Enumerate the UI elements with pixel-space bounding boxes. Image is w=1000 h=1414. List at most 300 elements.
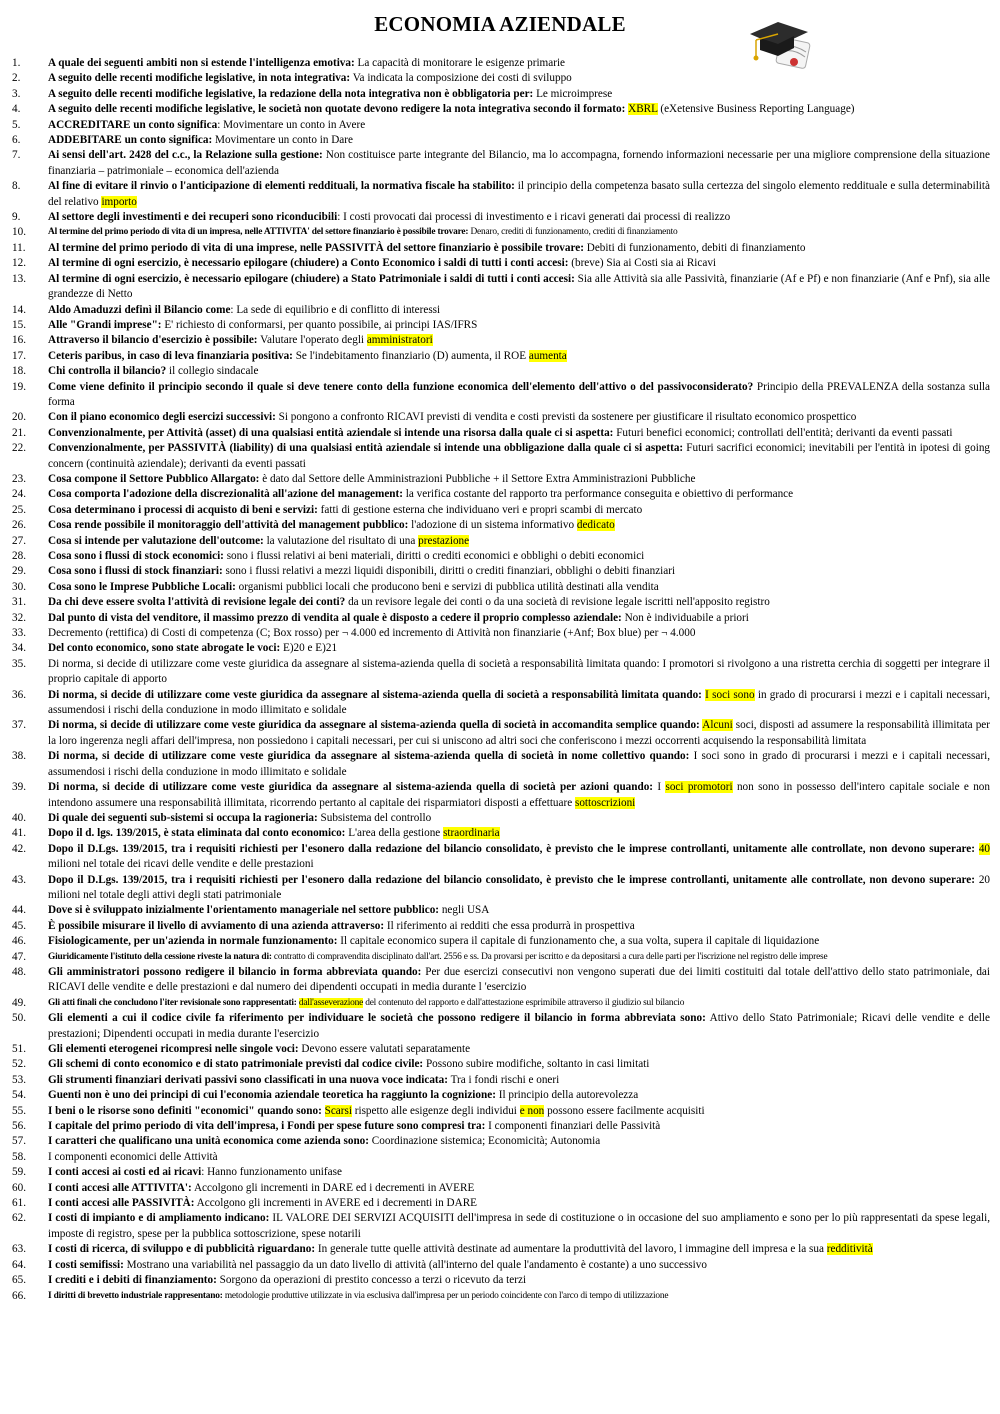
item-answer: (breve) Sia ai Costi sia ai Ricavi bbox=[568, 257, 717, 270]
list-item bbox=[12, 410, 990, 425]
item-highlight: Scarsi bbox=[324, 1104, 352, 1117]
item-question: Cosa sono le Imprese Pubbliche Locali: bbox=[48, 580, 236, 593]
item-answer: Si pongono a confronto RICAVI previsti di vendita e costi previsti da sostenere per giustificare il risultato economico prospettico bbox=[275, 411, 857, 424]
item-answer: non sono in possesso dell'intero capitale sociale e non intendono assumere una responsabilità illimitata, ricorrendo pertanto al capitale dei risparmiatori disposti a effettuare bbox=[48, 781, 990, 809]
item-answer: E' richiesto di conformarsi, per quanto possibile, ai principi IAS/IFRS bbox=[161, 318, 478, 331]
item-question: Gli elementi eterogenei ricompresi nelle singole voci: bbox=[48, 1043, 299, 1055]
item-text bbox=[48, 102, 990, 117]
item-answer: Il capitale economico supera il capitale di funzionamento che, a sua volta, supera il capitale di liquidazione bbox=[337, 935, 820, 948]
item-question: Con il piano economico degli esercizi successivi: bbox=[48, 411, 276, 424]
list-item bbox=[12, 965, 990, 996]
item-text bbox=[48, 1165, 990, 1180]
item-answer: Il principio della autorevolezza bbox=[495, 1089, 639, 1102]
item-answer: il collegio sindacale bbox=[166, 365, 259, 378]
item-answer: Sia alle Attività sia alle Passività, finanziarie (Af e Pf) e non finanziarie (Anf e Pnf), sia alle grandezze di Netto bbox=[48, 272, 990, 301]
item-answer: milioni nel totale dei ricavi delle vendite e delle prestazioni bbox=[48, 858, 314, 871]
item-number: 23. bbox=[12, 472, 26, 485]
item-text bbox=[48, 71, 990, 86]
list-item bbox=[12, 272, 990, 303]
item-number: 32. bbox=[12, 611, 26, 624]
list-item bbox=[12, 595, 990, 610]
item-answer: E)20 e E)21 bbox=[280, 642, 338, 655]
item-question: I costi semifissi: bbox=[48, 1258, 124, 1271]
item-question: Al settore degli investimenti e dei recuperi sono riconducibili bbox=[48, 211, 338, 224]
list-item bbox=[12, 303, 990, 318]
item-answer: Principio della PREVALENZA della sostanza sulla forma bbox=[48, 380, 990, 408]
item-question: A seguito delle recenti modifiche legislative, le società non quotate devono redigere la nota integrativa secondo il formato: bbox=[48, 103, 626, 116]
item-number: 45. bbox=[12, 919, 26, 932]
item-question: A quale dei seguenti ambiti non si estende l'intelligenza emotiva: bbox=[48, 57, 355, 69]
item-number: 40. bbox=[12, 811, 26, 824]
item-number: 19. bbox=[12, 380, 26, 393]
list-item bbox=[12, 1273, 990, 1288]
item-highlight: importo bbox=[101, 195, 137, 208]
item-answer: Le microimprese bbox=[533, 87, 613, 100]
item-number: 4. bbox=[12, 103, 21, 116]
item-text bbox=[48, 148, 990, 179]
item-number: 29. bbox=[12, 565, 26, 578]
item-text bbox=[48, 1196, 990, 1211]
item-number: 12. bbox=[12, 257, 26, 270]
item-number: 48. bbox=[12, 965, 26, 978]
item-answer: organismi pubblici locali che producono beni e servizi di pubblica utilità destinati alla vendita bbox=[235, 580, 659, 593]
item-number: 66. bbox=[12, 1289, 26, 1302]
item-highlight: sottoscrizioni bbox=[574, 796, 636, 809]
item-number: 39. bbox=[12, 781, 26, 794]
item-answer: Valutare l'operato degli bbox=[257, 334, 367, 347]
item-question: I caratteri che qualificano una unità economica come azienda sono: bbox=[48, 1135, 369, 1148]
item-number: 27. bbox=[12, 534, 26, 547]
item-highlight: straordinaria bbox=[443, 827, 500, 840]
item-question: Ceteris paribus, in caso di leva finanziaria positiva: bbox=[48, 349, 293, 362]
item-text bbox=[48, 87, 990, 102]
item-answer: 20 milioni nel totale degli attivi degli stati patrimoniale bbox=[48, 873, 991, 901]
item-number: 62. bbox=[12, 1212, 26, 1225]
item-number: 31. bbox=[12, 596, 26, 609]
item-text bbox=[48, 780, 990, 811]
item-number: 8. bbox=[12, 180, 21, 193]
item-question: Gli amministratori possono redigere il bilancio in forma abbreviata quando: bbox=[48, 965, 422, 978]
list-item bbox=[12, 503, 990, 518]
item-text bbox=[48, 487, 990, 502]
item-answer: contratto di compravendita disciplinato dall'art. 2556 e ss. Da provarsi per iscritto e da depositarsi a cura delle parti per l'iscrizione nel registro delle imprese bbox=[271, 951, 828, 962]
item-text bbox=[48, 626, 990, 641]
item-number: 7. bbox=[12, 149, 21, 162]
item-question: Di norma, si decide di utilizzare come veste giuridica da assegnare al sistema-azienda quella di società in accomandita semplice quando: bbox=[48, 719, 700, 732]
item-answer: Se l'indebitamento finanziario (D) aumenta, il ROE bbox=[292, 349, 529, 362]
item-answer: è dato dal Settore delle Amministrazioni Pubbliche + il Settore Extra Amministrazioni Pubbliche bbox=[259, 472, 696, 485]
list-item bbox=[12, 780, 990, 811]
item-question: Al fine di evitare il rinvio o l'anticipazione di elementi reddituali, la normativa fiscale ha stabilito: bbox=[48, 180, 515, 193]
item-answer: da un revisore legale dei conti o da una società di revisione legale iscritti nell'apposito registro bbox=[345, 596, 770, 609]
item-highlight: e non bbox=[519, 1104, 545, 1117]
item-number: 64. bbox=[12, 1258, 26, 1271]
item-answer: Possono subire modifiche, soltanto in casi limitati bbox=[423, 1058, 650, 1071]
item-text bbox=[48, 1242, 990, 1257]
item-question: Dopo il D.Lgs. 139/2015, tra i requisiti richiesti per l'esonero dalla redazione del bilancio consolidato, è previsto che le imprese controllanti, unitamente alle controllate, non devono superare: bbox=[48, 842, 975, 855]
item-number: 55. bbox=[12, 1104, 26, 1117]
item-answer: L'area della gestione bbox=[345, 827, 444, 840]
item-answer: del contenuto del rapporto e dall'attestazione esprimibile attraverso il giudizio sul bilancio bbox=[363, 997, 685, 1008]
item-question: Alle "Grandi imprese": bbox=[48, 318, 162, 331]
item-answer: possono essere facilmente acquisiti bbox=[544, 1104, 705, 1117]
item-highlight: soci promotori bbox=[665, 781, 733, 794]
item-number: 61. bbox=[12, 1197, 26, 1210]
list-item bbox=[12, 1211, 990, 1242]
item-text bbox=[48, 1181, 990, 1196]
list-item bbox=[12, 934, 990, 949]
item-answer: : Hanno funzionamento unifase bbox=[201, 1166, 342, 1179]
item-text bbox=[48, 133, 990, 148]
item-question: I capitale del primo periodo di vita dell'impresa, i Fondi per spese future sono compresi tra: bbox=[48, 1120, 486, 1133]
item-text bbox=[48, 1150, 990, 1165]
item-number: 11. bbox=[12, 241, 26, 254]
item-answer: la verifica costante del rapporto tra performance conseguita e obiettivo di performance bbox=[402, 488, 794, 501]
item-number: 50. bbox=[12, 1012, 26, 1025]
item-text bbox=[48, 1057, 990, 1072]
item-highlight: amministratori bbox=[366, 334, 433, 347]
item-text bbox=[48, 564, 990, 579]
item-question: A seguito delle recenti modifiche legislative, la redazione della nota integrativa non è obbligatoria per: bbox=[48, 87, 534, 100]
item-text bbox=[48, 1134, 990, 1149]
item-question: Di norma, si decide di utilizzare come veste giuridica da assegnare al sistema-azienda quella di società a responsabilità limitata quando: bbox=[48, 688, 702, 701]
list-item bbox=[12, 241, 990, 256]
item-text bbox=[48, 333, 990, 348]
item-answer: I componenti finanziari delle Passività bbox=[485, 1120, 661, 1133]
item-question: I conti accesi alle PASSIVITÀ: bbox=[48, 1197, 195, 1210]
item-question: Cosa compone il Settore Pubblico Allargato: bbox=[48, 472, 260, 485]
item-question: I conti accesi ai costi ed ai ricavi bbox=[48, 1166, 202, 1179]
list-item bbox=[12, 118, 990, 133]
list-item bbox=[12, 441, 990, 472]
item-answer: la valutazione del risultato di una bbox=[263, 534, 419, 547]
item-text bbox=[48, 472, 990, 487]
item-question: Al termine del primo periodo di vita di una imprese, nelle PASSIVITÀ del settore finanziario è possibile trovare: bbox=[48, 241, 584, 254]
item-question: Gli elementi a cui il codice civile fa riferimento per individuare le società che possono redigere il bilancio in forma abbreviata sono: bbox=[48, 1012, 706, 1025]
item-number: 9. bbox=[12, 211, 21, 224]
list-item bbox=[12, 1073, 990, 1088]
item-number: 26. bbox=[12, 519, 26, 532]
item-question: Cosa sono i flussi di stock economici: bbox=[48, 550, 224, 562]
list-item bbox=[12, 996, 990, 1011]
list-item bbox=[12, 1181, 990, 1196]
item-text bbox=[48, 1104, 990, 1119]
item-question: I costi di ricerca, di sviluppo e di pubblicità riguardano: bbox=[48, 1243, 316, 1256]
item-answer: fatti di gestione esterna che individuano veri e propri scambi di mercato bbox=[317, 503, 643, 516]
item-number: 1. bbox=[12, 57, 21, 69]
item-highlight: redditività bbox=[826, 1243, 873, 1256]
list-item bbox=[12, 534, 990, 549]
list-item bbox=[12, 1289, 990, 1304]
list-item bbox=[12, 626, 990, 641]
item-number: 3. bbox=[12, 87, 21, 100]
list-item bbox=[12, 826, 990, 841]
item-text bbox=[48, 118, 990, 133]
item-number: 6. bbox=[12, 134, 21, 147]
list-item bbox=[12, 688, 990, 719]
list-item bbox=[12, 919, 990, 934]
item-text bbox=[48, 641, 990, 656]
item-text bbox=[48, 873, 990, 904]
item-answer: Denaro, crediti di funzionamento, crediti di finanziamento bbox=[468, 227, 678, 238]
item-question: I crediti e i debiti di finanziamento: bbox=[48, 1274, 217, 1287]
item-question: Cosa determinano i processi di acquisto di beni e servizi: bbox=[48, 503, 318, 516]
list-item bbox=[12, 133, 990, 148]
item-number: 24. bbox=[12, 488, 26, 501]
item-question: Del conto economico, sono state abrogate le voci: bbox=[48, 642, 281, 655]
item-question: Guenti non è uno dei principi di cui l'economia aziendale teoretica ha raggiunto la cognizione: bbox=[48, 1089, 496, 1102]
list-item bbox=[12, 1104, 990, 1119]
item-text bbox=[48, 580, 990, 595]
item-number: 53. bbox=[12, 1073, 26, 1086]
item-number: 60. bbox=[12, 1181, 26, 1194]
item-number: 20. bbox=[12, 411, 26, 424]
item-number: 42. bbox=[12, 842, 26, 855]
item-number: 59. bbox=[12, 1166, 26, 1179]
list-item bbox=[12, 225, 990, 240]
item-question: Al termine di ogni esercizio, è necessario epilogare (chiudere) a Stato Patrimoniale i saldi di tutti i conti accesi: bbox=[48, 272, 575, 285]
item-highlight: I soci sono bbox=[705, 688, 755, 701]
list-item bbox=[12, 1150, 990, 1165]
page-title: ECONOMIA AZIENDALE bbox=[374, 12, 626, 36]
item-text bbox=[48, 826, 990, 841]
item-question: Attraverso il bilancio d'esercizio è possibile: bbox=[48, 334, 258, 347]
list-item bbox=[12, 749, 990, 780]
item-question: Chi controlla il bilancio? bbox=[48, 365, 167, 378]
item-answer: soci, disposti ad assumere la responsabilità illimitata per la loro ingerenza negli affari dell'impresa, non possiedono i capitali necessari, per cui si uniscono ad altri soci che conferiscono i mezzi occorrenti acquisendo la responsabilità limitata bbox=[48, 719, 990, 747]
item-highlight: prestazione bbox=[418, 534, 470, 547]
item-number: 10. bbox=[12, 226, 26, 239]
item-answer: Accolgono gli incrementi in DARE ed i decrementi in AVERE bbox=[191, 1181, 475, 1194]
item-number: 21. bbox=[12, 426, 26, 439]
list-item bbox=[12, 1119, 990, 1134]
item-number: 13. bbox=[12, 272, 26, 285]
item-number: 14. bbox=[12, 303, 26, 316]
item-number: 43. bbox=[12, 873, 26, 886]
list-item bbox=[12, 873, 990, 904]
item-text bbox=[48, 441, 990, 472]
item-question: Giuridicamente l'istituto della cessione riveste la natura di: bbox=[48, 951, 272, 962]
item-question: Aldo Amaduzzi definì il Bilancio come bbox=[48, 303, 231, 316]
item-text bbox=[48, 56, 990, 71]
item-text bbox=[48, 503, 990, 518]
item-text bbox=[48, 811, 990, 826]
item-question: Gli atti finali che concludono l'iter revisionale sono rappresentati: bbox=[48, 997, 297, 1008]
item-text bbox=[48, 1211, 990, 1242]
item-text bbox=[48, 965, 990, 996]
item-number: 35. bbox=[12, 657, 26, 670]
item-question: Di norma, si decide di utilizzare come veste giuridica da assegnare al sistema-azienda quella di società per azioni quando: bbox=[48, 781, 654, 794]
list-item bbox=[12, 549, 990, 564]
item-text bbox=[48, 380, 990, 411]
item-answer: l'adozione di un sistema informativo bbox=[408, 519, 577, 532]
list-item bbox=[12, 580, 990, 595]
item-highlight: dedicato bbox=[576, 519, 615, 532]
list-item bbox=[12, 1134, 990, 1149]
item-answer: Coordinazione sistemica; Economicità; Autonomia bbox=[369, 1135, 601, 1148]
item-answer: Futuri sacrifici economici; inevitabili per l'entità in ipotesi di going concern (continuità aziendale); derivanti da eventi passati bbox=[48, 442, 991, 470]
list-item bbox=[12, 903, 990, 918]
item-answer: In generale tutte quelle attività destinate ad aumentare la produttività del lavoro, l immagine dell impresa e la sua bbox=[315, 1243, 827, 1256]
list-item bbox=[12, 472, 990, 487]
item-answer: Mostrano una variabilità nel passaggio da un dato livello di attività (all'interno del quale l'andamento è costante) a uno successivo bbox=[123, 1258, 707, 1271]
item-text bbox=[48, 364, 990, 379]
item-question: I costi di impianto e di ampliamento indicano: bbox=[48, 1212, 270, 1225]
item-answer: Non è individuabile a priori bbox=[621, 611, 749, 624]
item-text bbox=[48, 950, 990, 965]
item-text bbox=[48, 410, 990, 425]
item-text bbox=[48, 688, 990, 719]
item-number: 38. bbox=[12, 750, 26, 763]
item-text bbox=[48, 919, 990, 934]
item-number: 41. bbox=[12, 827, 26, 840]
item-text bbox=[48, 549, 990, 564]
list-item bbox=[12, 487, 990, 502]
list-item bbox=[12, 380, 990, 411]
item-text bbox=[48, 903, 990, 918]
item-question: A seguito delle recenti modifiche legislative, in nota integrativa: bbox=[48, 72, 351, 85]
list-item bbox=[12, 426, 990, 441]
item-text bbox=[48, 518, 990, 533]
item-text bbox=[48, 210, 990, 225]
item-answer: Attivo dello Stato Patrimoniale; Ricavi delle vendite e delle prestazioni; Dipendenti occupati in media durante l'esercizio bbox=[48, 1012, 990, 1040]
list-item bbox=[12, 148, 990, 179]
list-item bbox=[12, 1042, 990, 1057]
item-number: 34. bbox=[12, 642, 26, 655]
item-question: Di quale dei seguenti sub-sistemi si occupa la ragioneria: bbox=[48, 811, 318, 824]
item-number: 52. bbox=[12, 1058, 26, 1071]
item-text bbox=[48, 611, 990, 626]
item-answer: sono i flussi relativi a mezzi liquidi disponibili, diritti o crediti finanziari, obblighi o debiti finanziari bbox=[222, 565, 676, 578]
item-answer: Il riferimento ai redditi che essa produrrà in prospettiva bbox=[384, 919, 635, 932]
item-text bbox=[48, 349, 990, 364]
item-answer: Futuri benefici economici; controllati dell'entità; derivanti da eventi passati bbox=[613, 426, 953, 439]
list-item bbox=[12, 1242, 990, 1257]
item-answer: Decremento (rettifica) di Costi di competenza (C; Box rosso) per ¬ 4.000 ed incremento di Attività non finanziarie (+Anf; Box blue) per ¬ 4.000 bbox=[48, 627, 696, 640]
item-answer: sono i flussi relativi ai beni materiali, diritti o crediti economici e obblighi o debiti economici bbox=[223, 550, 645, 562]
item-question: Convenzionalmente, per PASSIVITÀ (liability) di una qualsiasi entità aziendale si intende una obbligazione dalla quale ci si aspetta: bbox=[48, 442, 684, 455]
item-text bbox=[48, 718, 990, 749]
list-item bbox=[12, 364, 990, 379]
item-answer: (eXetensive Business Reporting Language) bbox=[657, 103, 855, 116]
item-text bbox=[48, 1273, 990, 1288]
item-text bbox=[48, 749, 990, 780]
item-number: 28. bbox=[12, 550, 26, 562]
item-answer: I soci sono in grado di procurarsi i mezzi e i capitali necessari, assumendosi i rischi della conduzione in modo illimitato e solidale bbox=[48, 750, 990, 778]
item-question: Cosa sono i flussi di stock finanziari: bbox=[48, 565, 223, 578]
item-question: Da chi deve essere svolta l'attività di revisione legale dei conti? bbox=[48, 596, 346, 609]
item-text bbox=[48, 1073, 990, 1088]
item-question: È possibile misurare il livello di avviamento di una azienda attraverso: bbox=[48, 919, 385, 932]
item-number: 33. bbox=[12, 627, 26, 640]
item-number: 51. bbox=[12, 1043, 26, 1055]
list-item bbox=[12, 718, 990, 749]
item-answer: Non costituisce parte integrante del Bilancio, ma lo accompagna, fornendo informazioni necessarie per una migliore comprensione della situazione finanziaria – patrimoniale – economica dell'azienda bbox=[48, 149, 990, 177]
item-answer: Di norma, si decide di utilizzare come veste giuridica da assegnare al sistema-azienda quella di società a responsabilità limitata quando: I promotori si rivolgono a una ristretta cerchia di soggetti per integrare il proprio capitale di apporto bbox=[48, 657, 990, 686]
list-item bbox=[12, 641, 990, 656]
item-answer: Tra i fondi rischi e oneri bbox=[447, 1073, 560, 1086]
item-text bbox=[48, 934, 990, 949]
item-number: 30. bbox=[12, 580, 26, 593]
list-item bbox=[12, 333, 990, 348]
item-question: Dopo il d. lgs. 139/2015, è stata eliminata dal conto economico: bbox=[48, 827, 346, 840]
item-text bbox=[48, 1042, 990, 1057]
list-item bbox=[12, 842, 990, 873]
list-item bbox=[12, 657, 990, 688]
list-item bbox=[12, 256, 990, 271]
item-question: I diritti di brevetto industriale rappresentano: bbox=[48, 1290, 223, 1301]
item-text bbox=[48, 225, 990, 240]
item-number: 5. bbox=[12, 118, 21, 131]
item-text bbox=[48, 657, 990, 688]
item-question: Dopo il D.Lgs. 139/2015, tra i requisiti richiesti per l'esonero dalla redazione del bilancio consolidato, è previsto che le imprese controllanti, unitamente alle controllate, non devono superare: bbox=[48, 873, 975, 886]
item-number: 65. bbox=[12, 1274, 26, 1287]
list-item bbox=[12, 349, 990, 364]
item-answer: : La sede di equilibrio e di conflitto di interessi bbox=[230, 303, 441, 316]
list-item bbox=[12, 811, 990, 826]
item-number: 16. bbox=[12, 334, 26, 347]
item-answer: : Movimentare un conto in Avere bbox=[217, 118, 366, 131]
item-number: 36. bbox=[12, 688, 26, 701]
list-item bbox=[12, 87, 990, 102]
item-answer: il principio della competenza basato sulla certezza del singolo elemento reddituale e sulla determinabilità del relativo bbox=[48, 180, 990, 208]
item-number: 54. bbox=[12, 1089, 26, 1102]
item-question: ACCREDITARE un conto significa bbox=[48, 118, 218, 131]
list-item bbox=[12, 56, 990, 71]
item-question: Cosa si intende per valutazione dell'outcome: bbox=[48, 534, 264, 547]
item-number: 15. bbox=[12, 318, 26, 331]
list-item bbox=[12, 1011, 990, 1042]
item-number: 63. bbox=[12, 1243, 26, 1256]
item-question: Convenzionalmente, per Attività (asset) di una qualsiasi entità aziendale si intende una risorsa dalla quale ci si aspetta: bbox=[48, 426, 614, 439]
item-text bbox=[48, 1119, 990, 1134]
list-item bbox=[12, 1196, 990, 1211]
item-text bbox=[48, 256, 990, 271]
item-highlight: XBRL bbox=[628, 103, 658, 116]
item-answer: Va indicata la composizione dei costi di sviluppo bbox=[350, 72, 572, 85]
item-answer: La capacità di monitorare le esigenze primarie bbox=[354, 57, 566, 69]
item-number: 37. bbox=[12, 719, 26, 732]
item-text bbox=[48, 179, 990, 210]
item-answer: Devono essere valutati separatamente bbox=[298, 1043, 471, 1055]
item-text bbox=[48, 241, 990, 256]
list-item bbox=[12, 1165, 990, 1180]
item-question: I beni o le risorse sono definiti "economici" quando sono: bbox=[48, 1104, 322, 1117]
item-highlight: Alcuni bbox=[702, 719, 733, 732]
item-answer: Accolgono gli incrementi in AVERE ed i decrementi in DARE bbox=[194, 1197, 477, 1210]
question-list bbox=[12, 56, 990, 1304]
item-text bbox=[48, 1258, 990, 1273]
item-answer: I bbox=[653, 781, 666, 794]
item-question: Cosa rende possibile il monitoraggio dell'attività del management pubblico: bbox=[48, 519, 409, 532]
item-question: Al termine del primo periodo di vita di un impresa, nelle ATTIVITA' del settore finanziario è possibile trovare: bbox=[48, 227, 469, 238]
list-item bbox=[12, 1057, 990, 1072]
list-item bbox=[12, 518, 990, 533]
item-text bbox=[48, 303, 990, 318]
list-item bbox=[12, 1258, 990, 1273]
item-number: 18. bbox=[12, 365, 26, 378]
item-answer: negli USA bbox=[439, 904, 490, 917]
item-question: Al termine di ogni esercizio, è necessario epilogare (chiudere) a Conto Economico i saldi di tutti i conti accesi: bbox=[48, 257, 569, 270]
list-item bbox=[12, 179, 990, 210]
item-text bbox=[48, 318, 990, 333]
item-text bbox=[48, 426, 990, 441]
item-number: 49. bbox=[12, 996, 26, 1009]
item-question: Fisiologicamente, per un'azienda in normale funzionamento: bbox=[48, 935, 338, 948]
item-text bbox=[48, 1289, 990, 1304]
item-text bbox=[48, 1088, 990, 1103]
item-question: Ai sensi dell'art. 2428 del c.c., la Relazione sulla gestione: bbox=[48, 149, 323, 162]
